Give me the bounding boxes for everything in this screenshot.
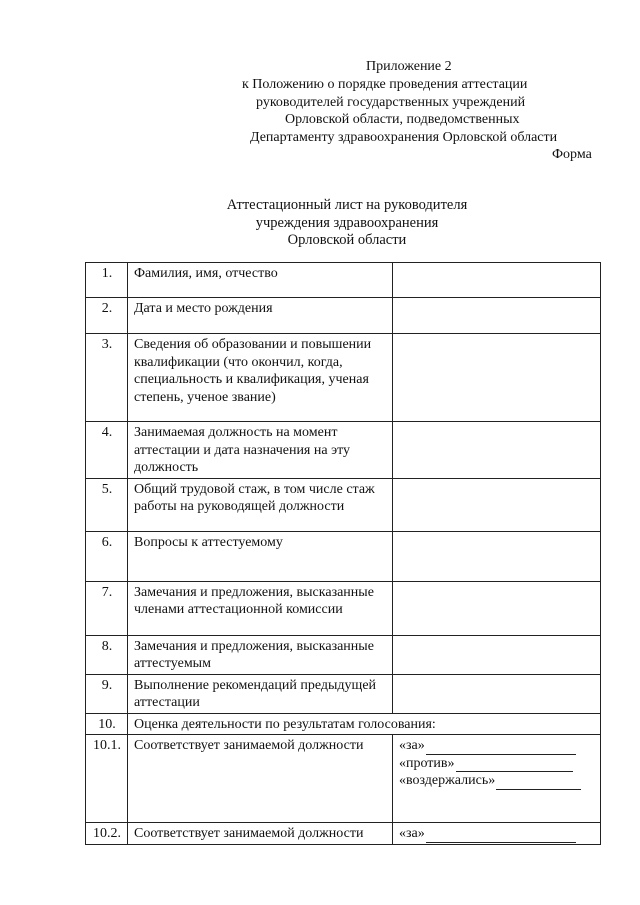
- row-label: Замечания и предложения, высказанные членами аттестационной комиссии: [128, 581, 393, 635]
- row-label: Дата и место рождения: [128, 298, 393, 334]
- row-label: Общий трудовой стаж, в том числе стаж работы на руководящей должности: [128, 478, 393, 531]
- row-label: Занимаемая должность на момент аттестации и дата назначения на эту должность: [128, 422, 393, 479]
- row-value-cell[interactable]: [393, 531, 601, 581]
- table-row: [86, 674, 601, 713]
- row-value-cell[interactable]: [393, 581, 601, 635]
- vote-abstain-blank[interactable]: [496, 775, 581, 790]
- row-label: Соответствует занимаемой должности: [128, 823, 393, 845]
- row-value-cell[interactable]: [393, 674, 601, 713]
- attestation-table: [85, 262, 601, 845]
- appendix-line-4: Департаменту здравоохранения Орловской области: [250, 130, 558, 145]
- row-label: Вопросы к аттестуемому: [128, 531, 393, 581]
- appendix-line-2: руководителей государственных учреждений: [256, 95, 526, 110]
- form-label: Форма: [552, 147, 592, 162]
- row-label: Фамилия, имя, отчество: [128, 263, 393, 298]
- table-row-vote-10-1: [86, 735, 601, 823]
- row-label: Сведения об образовании и повышении квалификации (что окончил, когда, специальность и квалификация, ученая степень, ученое звание): [128, 334, 393, 422]
- vote-against-label: «против»: [399, 755, 455, 771]
- row-number: 10.2.: [86, 823, 128, 845]
- table-row-vote-10-2: [86, 823, 601, 845]
- vote-for-line: [399, 737, 595, 755]
- appendix-number: Приложение 2: [366, 59, 452, 74]
- row-number: 10.: [86, 713, 128, 735]
- row-number: 6.: [86, 531, 128, 581]
- table-row: [86, 635, 601, 674]
- table-row: [86, 334, 601, 422]
- row-number: 1.: [86, 263, 128, 298]
- vote-for-label: «за»: [399, 738, 425, 753]
- row-value-cell[interactable]: [393, 334, 601, 422]
- vote-against-line: [399, 755, 595, 773]
- row-label: Соответствует занимаемой должности: [128, 735, 393, 823]
- row-number: 2.: [86, 298, 128, 334]
- row-number: 8.: [86, 635, 128, 674]
- vote-for-blank[interactable]: [426, 828, 576, 843]
- appendix-line-1: к Положению о порядке проведения аттестации: [242, 77, 528, 92]
- table-row: [86, 581, 601, 635]
- table-row: [86, 298, 601, 334]
- vote-abstain-label: «воздержались»: [399, 773, 496, 788]
- vote-for-line: [399, 825, 595, 843]
- appendix-line-3: Орловской области, подведомственных: [285, 112, 520, 127]
- row-value-cell[interactable]: [393, 422, 601, 479]
- vote-for-blank[interactable]: [426, 740, 576, 755]
- table-row: [86, 263, 601, 298]
- table-row: [86, 422, 601, 479]
- vote-abstain-line: [399, 772, 595, 790]
- row-number: 5.: [86, 478, 128, 531]
- table-row-voting-header: [86, 713, 601, 735]
- row-number: 10.1.: [86, 735, 128, 823]
- row-number: 9.: [86, 674, 128, 713]
- vote-for-label: «за»: [399, 826, 425, 841]
- vote-results-cell: [393, 823, 601, 845]
- row-number: 4.: [86, 422, 128, 479]
- title-line-1: Аттестационный лист на руководителя: [226, 197, 468, 213]
- row-label: Замечания и предложения, высказанные аттестуемым: [128, 635, 393, 674]
- title-line-2: учреждения здравоохранения: [255, 215, 439, 231]
- row-number: 3.: [86, 334, 128, 422]
- voting-header-label: Оценка деятельности по результатам голосования:: [128, 713, 601, 735]
- title-line-3: Орловской области: [287, 232, 407, 248]
- vote-results-cell: [393, 735, 601, 823]
- row-number: 7.: [86, 581, 128, 635]
- row-value-cell[interactable]: [393, 298, 601, 334]
- table-row: [86, 478, 601, 531]
- row-value-cell[interactable]: [393, 635, 601, 674]
- table-row: [86, 531, 601, 581]
- row-label: Выполнение рекомендаций предыдущей аттестации: [128, 674, 393, 713]
- row-value-cell[interactable]: [393, 263, 601, 298]
- row-value-cell[interactable]: [393, 478, 601, 531]
- vote-against-blank[interactable]: [456, 757, 573, 772]
